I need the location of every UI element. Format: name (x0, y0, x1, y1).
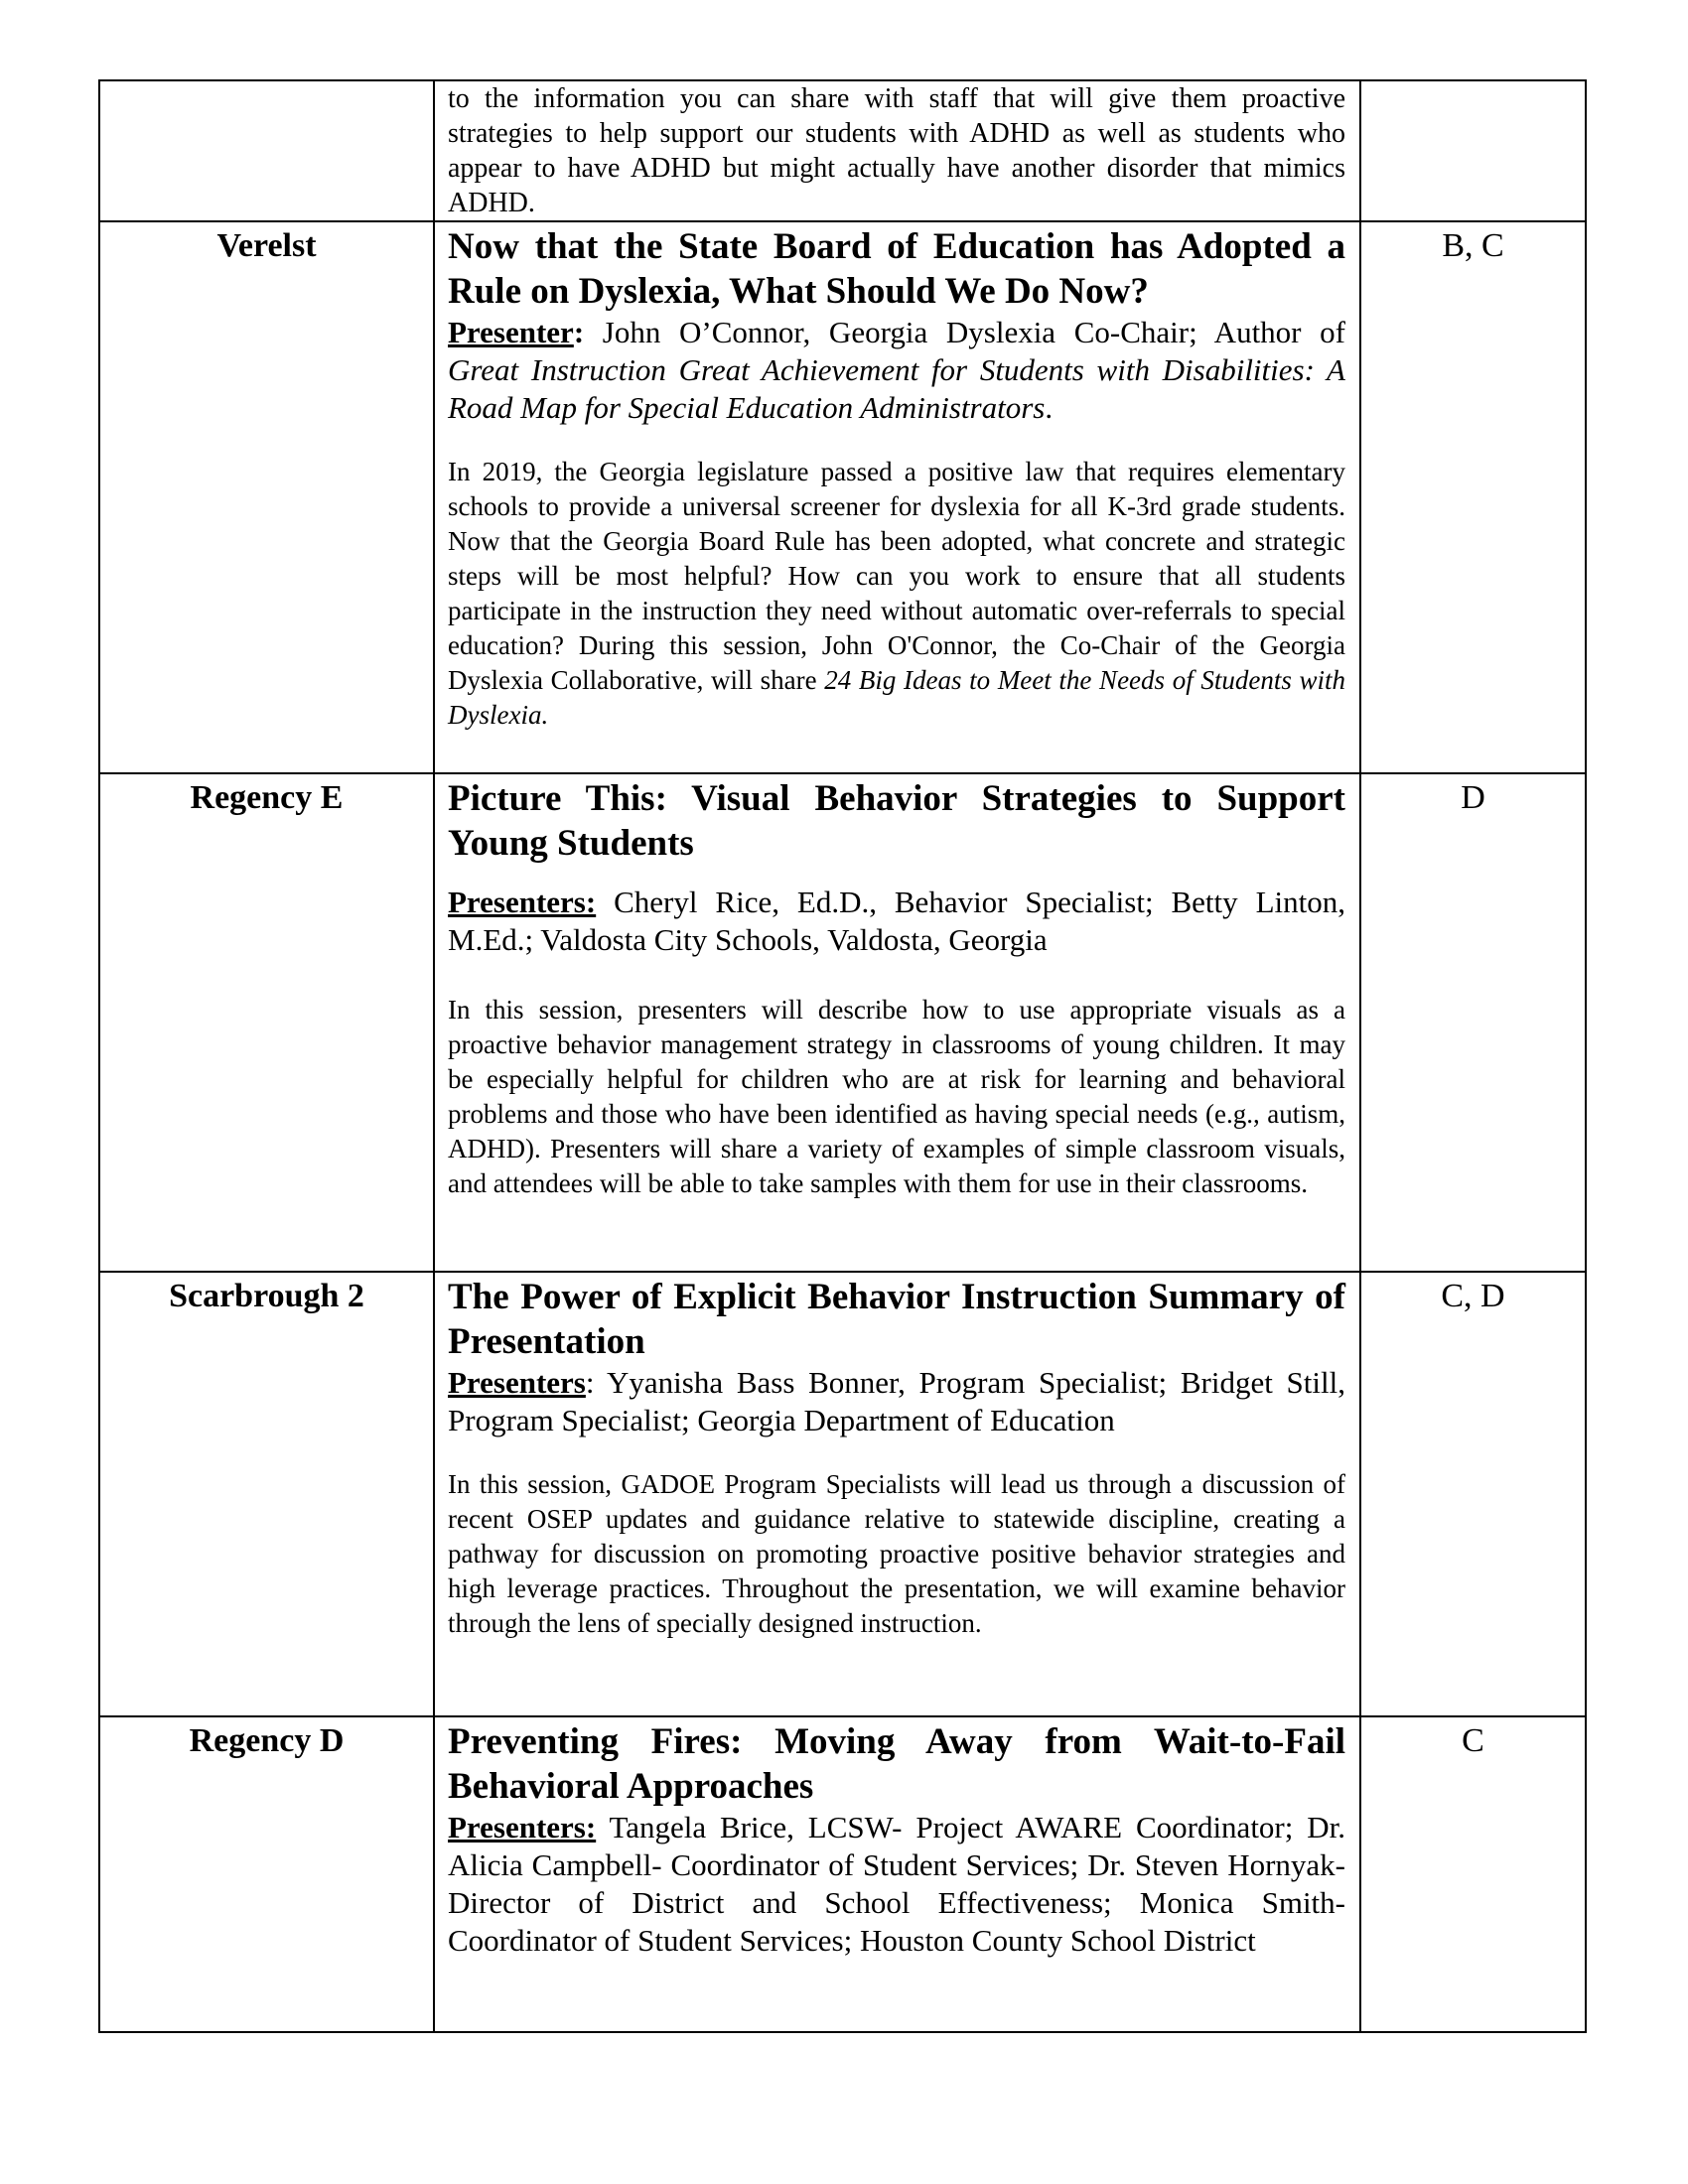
room-name: Scarbrough 2 (169, 1278, 364, 1314)
description-cell (434, 80, 1360, 221)
table-row (99, 1272, 1586, 1716)
session-description: In this session, GADOE Program Specialists will lead us through a discussion of recent OSEP updates and guidance relative to statewide discipline, creating a pathway for discussion on promoting proactive positive behavior strategies and high leverage practices. Throughout the presentation, we will examine behavior through the lens of specially designed instruction. (448, 1469, 1345, 1638)
strand-codes: C, D (1441, 1278, 1505, 1314)
room-name: Regency E (190, 779, 344, 816)
strand-cell (1360, 1716, 1586, 2032)
presenter-label: Presenter (448, 315, 574, 349)
session-title: The Power of Explicit Behavior Instruction Summary of Presentation (448, 1277, 1345, 1362)
room-name: Regency D (189, 1722, 345, 1759)
room-cell (99, 1716, 434, 2032)
description-cell (434, 1272, 1360, 1716)
table-row (99, 80, 1586, 221)
session-description: In 2019, the Georgia legislature passed a positive law that requires elementary schools to provide a universal screener for dyslexia for all K-3rd grade students. Now that the Georgia Board Rule has been adopted, what concrete and strategic steps will be most helpful? How can you work to ensure that all students participate in the instruction they need without automatic over-referrals to special education? During this session, John O'Connor, the Co-Chair of the Georgia Dyslexia Collaborative, will share 24 Big Ideas to Meet the Needs of Students with Dyslexia. (448, 457, 1345, 730)
strand-codes: B, C (1442, 227, 1504, 264)
presenter-label: Presenters (448, 1365, 586, 1400)
description-cell (434, 773, 1360, 1272)
description-cell (434, 1716, 1360, 2032)
session-presenters: Presenters: Cheryl Rice, Ed.D., Behavior Specialist; Betty Linton, M.Ed.; Valdosta City Schools, Valdosta, Georgia (448, 885, 1345, 957)
table-row (99, 1716, 1586, 2032)
room-name: Verelst (216, 227, 317, 264)
room-cell (99, 221, 434, 773)
strand-cell (1360, 773, 1586, 1272)
room-cell (99, 80, 434, 221)
strand-codes: D (1461, 779, 1485, 816)
presenter-label: Presenters: (448, 885, 597, 919)
session-schedule-table (98, 79, 1587, 2033)
strand-cell (1360, 1272, 1586, 1716)
presenter-label: Presenters: (448, 1810, 597, 1844)
strand-cell (1360, 80, 1586, 221)
session-presenters: Presenters: Yyanisha Bass Bonner, Program Specialist; Bridget Still, Program Specialist; Georgia Department of Education (448, 1365, 1345, 1437)
session-title: Picture This: Visual Behavior Strategies to Support Young Students (448, 778, 1345, 864)
session-title: Now that the State Board of Education has Adopted a Rule on Dyslexia, What Should We Do Now? (448, 226, 1345, 312)
room-cell (99, 773, 434, 1272)
session-presenters: Presenters: Tangela Brice, LCSW- Project AWARE Coordinator; Dr. Alicia Campbell- Coordinator of Student Services; Dr. Steven Hornyak- Director of District and School Effectiveness; Monica Smith- Coordinator of Student Services; Houston County School District (448, 1810, 1345, 1958)
strand-cell (1360, 221, 1586, 773)
table-row (99, 773, 1586, 1272)
session-description: to the information you can share with staff that will give them proactive strategies to help support our students with ADHD as well as students who appear to have ADHD but might actually have another disorder that mimics ADHD. (448, 83, 1345, 218)
room-cell (99, 1272, 434, 1716)
table-row (99, 221, 1586, 773)
session-presenters: Presenter: John O’Connor, Georgia Dyslexia Co-Chair; Author of Great Instruction Great Achievement for Students with Disabilities: A Road Map for Special Education Administrators. (448, 315, 1345, 425)
strand-codes: C (1462, 1722, 1484, 1759)
session-title: Preventing Fires: Moving Away from Wait-to-Fail Behavioral Approaches (448, 1721, 1345, 1807)
description-cell (434, 221, 1360, 773)
session-description: In this session, presenters will describe how to use appropriate visuals as a proactive behavior management strategy in classrooms of young children. It may be especially helpful for children who are at risk for learning and behavioral problems and those who have been identified as having special needs (e.g., autism, ADHD). Presenters will share a variety of examples of simple classroom visuals, and attendees will be able to take samples with them for use in their classrooms. (448, 995, 1345, 1198)
